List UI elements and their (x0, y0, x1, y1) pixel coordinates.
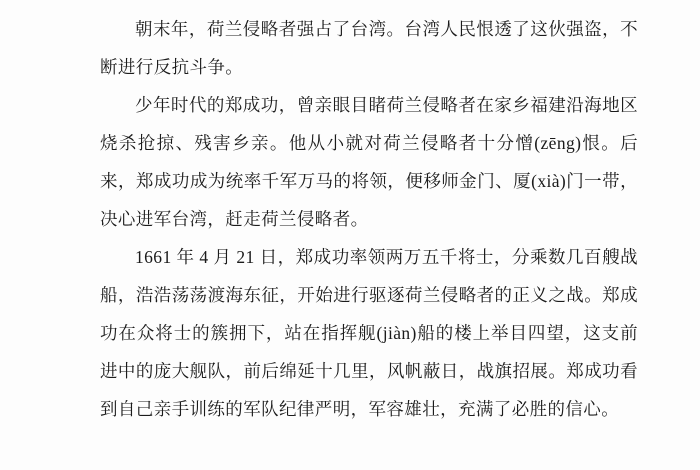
paragraph-2: 少年时代的郑成功，曾亲眼目睹荷兰侵略者在家乡福建沿海地区烧杀抢掠、残害乡亲。他从小就对荷兰侵略者十分憎(zēng)恨。后来，郑成功成为统率千军万马的将领，便移师金门、厦(xià)门一带，决心进军台湾，赶走荷兰侵略者。 (100, 95, 638, 229)
document-body (100, 10, 638, 428)
paragraph-3: 1661 年 4 月 21 日，郑成功率领两万五千将士，分乘数几百艘战船，浩浩荡荡渡海东征，开始进行驱逐荷兰侵略者的正义之战。郑成功在众将士的簇拥下，站在指挥舰(jiàn)船的楼上举目四望，这支前进中的庞大舰队，前后绵延十几里，风帆蔽日，战旗招展。郑成功看到自己亲手训练的军队纪律严明，军容雄壮，充满了必胜的信心。 (100, 247, 638, 419)
paragraph-1: 朝末年，荷兰侵略者强占了台湾。台湾人民恨透了这伙强盗，不断进行反抗斗争。 (100, 19, 638, 77)
